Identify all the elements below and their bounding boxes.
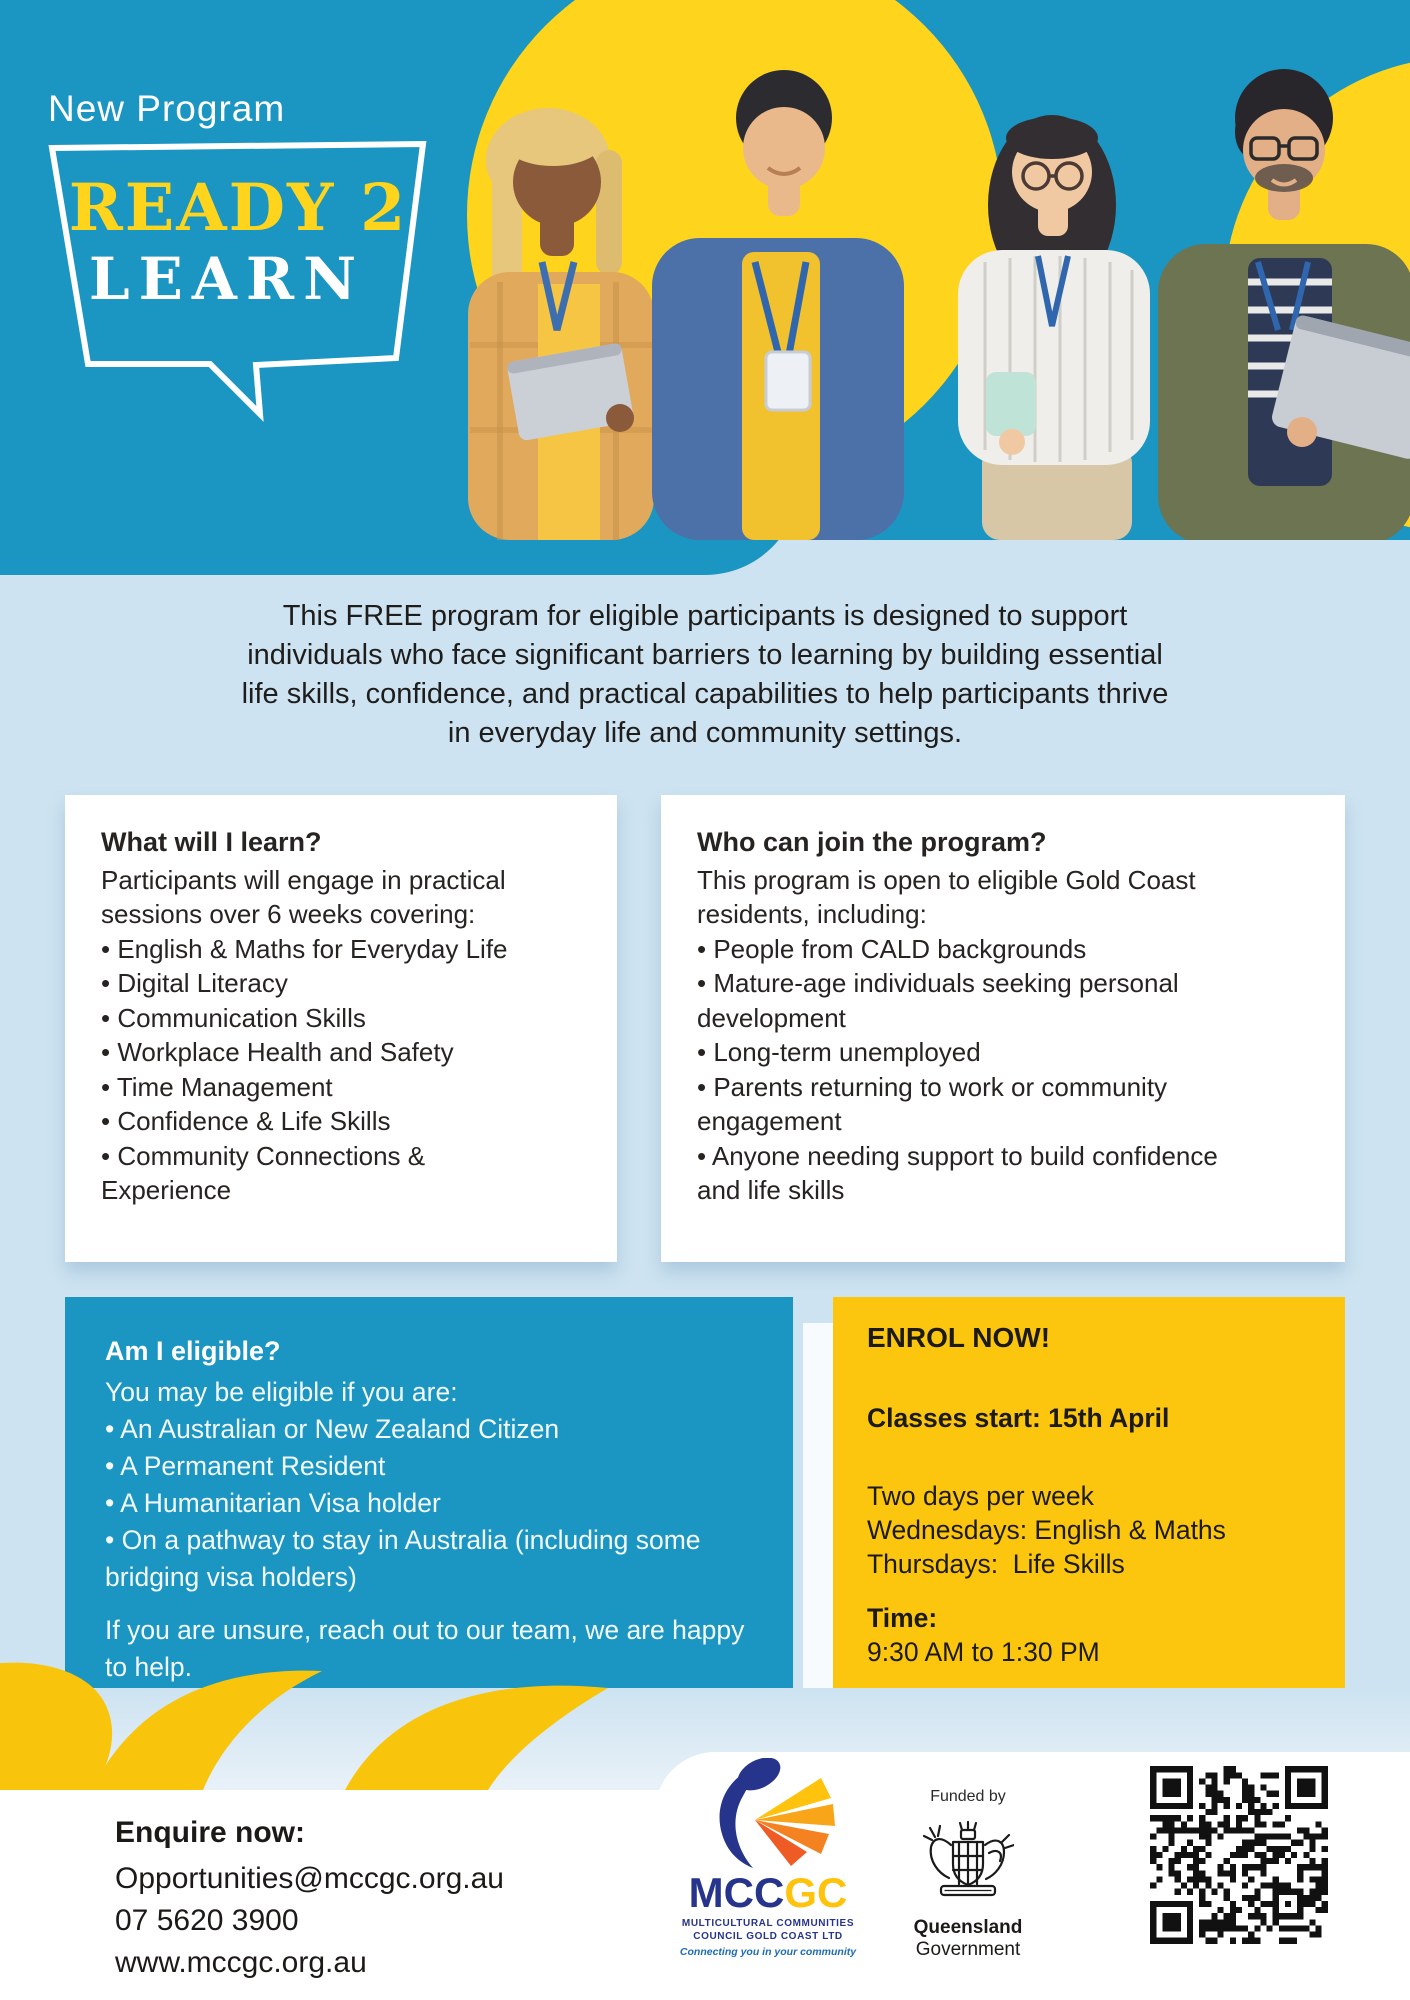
enquire-block bbox=[115, 1812, 504, 1984]
list-item: residents, including: bbox=[697, 899, 927, 929]
time-value: 9:30 AM to 1:30 PM bbox=[867, 1637, 1100, 1667]
enquire-lines bbox=[115, 1858, 504, 1984]
list-item: individuals who face significant barriers to learning by building essential bbox=[247, 639, 1163, 671]
list-item: • People from CALD backgrounds bbox=[697, 933, 1087, 964]
schedule-lines bbox=[867, 1479, 1315, 1581]
qld-gov-name-line2: Government bbox=[915, 1939, 1021, 1960]
eligible-note: If you are unsure, reach out to our team, we are happy to help. bbox=[105, 1615, 745, 1682]
list-item: • Confidence & Life Skills bbox=[101, 1106, 391, 1136]
program-title-line1: READY 2 bbox=[68, 170, 408, 246]
mccgc-tagline: Connecting you in your community bbox=[679, 1946, 857, 1958]
list-item: • Parents returning to work or community bbox=[697, 1071, 1168, 1102]
list-item: development bbox=[697, 1002, 846, 1033]
list-item: and life skills bbox=[697, 1175, 845, 1205]
intro-paragraph bbox=[125, 597, 1285, 753]
mccgc-subline2: COUNCIL GOLD COAST LTD bbox=[693, 1931, 843, 1942]
list-item: Thursdays: Life Skills bbox=[867, 1549, 1125, 1579]
box-am-i-eligible bbox=[65, 1297, 793, 1693]
list-item: • Time Management bbox=[101, 1071, 333, 1102]
list-item: Participants will engage in practical bbox=[101, 864, 506, 895]
box-enrol-now bbox=[833, 1297, 1345, 1690]
card-lead bbox=[101, 863, 593, 932]
mccgc-subline1: MULTICULTURAL COMMUNITIES bbox=[681, 1918, 855, 1929]
list-item: engagement bbox=[697, 1106, 842, 1136]
list-item: • An Australian or New Zealand Citizen bbox=[105, 1414, 560, 1444]
list-item: Opportunities@mccgc.org.au bbox=[115, 1862, 504, 1895]
box-bullet-list bbox=[105, 1411, 755, 1596]
list-item: This program is open to eligible Gold Coast bbox=[697, 864, 1196, 895]
list-item: Wednesdays: English & Maths bbox=[867, 1515, 1226, 1545]
list-item: This FREE program for eligible participants is designed to support bbox=[282, 600, 1128, 632]
card-bullet-list bbox=[697, 932, 1317, 1208]
list-item: • Anyone needing support to build confidence bbox=[697, 1140, 1218, 1171]
list-item: • A Permanent Resident bbox=[105, 1451, 386, 1481]
mccgc-logo bbox=[678, 1758, 858, 1958]
list-item: • On a pathway to stay in Australia (including some bbox=[105, 1525, 701, 1555]
list-item: Two days per week bbox=[867, 1481, 1094, 1511]
list-item: in everyday life and community settings. bbox=[447, 717, 963, 749]
mccgc-fan-icon bbox=[693, 1758, 843, 1868]
list-item: • Mature-age individuals seeking personal bbox=[697, 968, 1179, 998]
list-item: 07 5620 3900 bbox=[115, 1904, 299, 1937]
mccgc-wordmark bbox=[678, 1869, 858, 1916]
time-label: Time: bbox=[867, 1603, 938, 1633]
funded-by-label: Funded by bbox=[930, 1788, 1006, 1805]
box-heading: Am I eligible? bbox=[105, 1336, 281, 1366]
list-item: • Long-term unemployed bbox=[697, 1037, 981, 1067]
qld-coat-of-arms-icon bbox=[922, 1812, 1014, 1908]
qr-code-icon bbox=[1140, 1756, 1338, 1954]
list-item: • Digital Literacy bbox=[101, 968, 288, 998]
card-heading: What will I learn? bbox=[101, 827, 322, 857]
new-program-label: New Program bbox=[48, 88, 286, 129]
list-item: Experience bbox=[101, 1175, 232, 1205]
list-item: sessions over 6 weeks covering: bbox=[101, 899, 476, 929]
enrol-heading: ENROL NOW! bbox=[867, 1322, 1051, 1353]
card-heading: Who can join the program? bbox=[697, 827, 1047, 857]
qld-gov-name-line1: Queensland bbox=[913, 1917, 1023, 1938]
list-item: life skills, confidence, and practical capabilities to help participants thrive bbox=[241, 678, 1169, 710]
funded-by-block bbox=[878, 1788, 1058, 1961]
list-item: • Communication Skills bbox=[101, 1002, 366, 1033]
program-title-line2: LEARN bbox=[88, 245, 366, 313]
card-what-will-i-learn bbox=[65, 795, 617, 1262]
mccgc-wordmark-mcc: MCC bbox=[688, 1869, 785, 1916]
list-item: bridging visa holders) bbox=[105, 1562, 357, 1592]
list-item: • Workplace Health and Safety bbox=[101, 1037, 454, 1067]
card-who-can-join bbox=[661, 795, 1345, 1262]
mccgc-wordmark-gc: GC bbox=[784, 1869, 848, 1916]
list-item: • Community Connections & bbox=[101, 1140, 426, 1171]
card-lead bbox=[697, 863, 1317, 932]
list-item: www.mccgc.org.au bbox=[115, 1946, 367, 1979]
list-item: • A Humanitarian Visa holder bbox=[105, 1488, 441, 1518]
card-bullet-list bbox=[101, 932, 593, 1208]
enquire-heading: Enquire now: bbox=[115, 1816, 305, 1849]
classes-start: Classes start: 15th April bbox=[867, 1403, 1170, 1433]
list-item: • English & Maths for Everyday Life bbox=[101, 933, 508, 964]
box-lead: You may be eligible if you are: bbox=[105, 1377, 458, 1407]
group-photo bbox=[430, 0, 1410, 540]
